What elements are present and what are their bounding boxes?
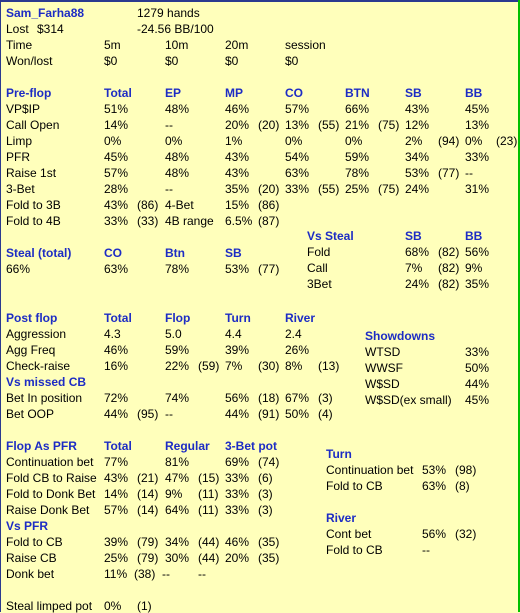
stat-cell: 63% <box>422 479 447 493</box>
stat-count: (79) <box>137 535 159 549</box>
stat-count: (86) <box>137 198 159 212</box>
stat-cell: 34% <box>405 150 430 164</box>
stat-cell: 64% <box>165 503 190 517</box>
stat-cell: 4.4 <box>225 327 242 341</box>
showdown-value: 33% <box>465 345 490 359</box>
stat-cell: 33% <box>225 503 250 517</box>
river-row-label: Fold to CB <box>326 543 383 557</box>
flop-as-pfr-row-label: Fold CB to Raise <box>6 471 97 485</box>
stat-cell: 14% <box>104 487 129 501</box>
stat-cell: 30% <box>165 551 190 565</box>
stat-cell: 44% <box>104 407 129 421</box>
period-session: session <box>285 38 326 52</box>
preflop-row-label: VP$IP <box>6 102 41 116</box>
stat-count: (13) <box>318 359 340 373</box>
stat-count: (98) <box>455 463 477 477</box>
preflop-header-bb: BB <box>465 86 483 100</box>
stat-cell: 43% <box>225 150 250 164</box>
stat-cell: 46% <box>225 102 250 116</box>
flop-as-pfr-row-label: Fold to Donk Bet <box>6 487 96 501</box>
stat-cell: 47% <box>165 471 190 485</box>
missed-cb-row-label: Bet In position <box>6 391 83 405</box>
time-label: Time <box>6 38 33 52</box>
stat-cell: 0% <box>465 134 483 148</box>
stat-cell: 48% <box>165 102 190 116</box>
wonlost-10m: $0 <box>165 54 179 68</box>
stat-cell: 28% <box>104 182 129 196</box>
stat-cell: 22% <box>165 359 190 373</box>
postflop-header-total: Total <box>104 311 132 325</box>
stat-count: (18) <box>258 391 280 405</box>
preflop-row-label: Limp <box>6 134 33 148</box>
vs-pfr-title: Vs PFR <box>6 519 49 533</box>
stat-count: (55) <box>318 182 340 196</box>
hands-count: 1279 hands <box>137 6 200 20</box>
vs-steal-header-sb: SB <box>405 229 422 243</box>
stat-count: (59) <box>198 359 220 373</box>
stat-count: (35) <box>258 551 280 565</box>
flop-as-pfr-header-3bet: 3-Bet pot <box>225 439 277 453</box>
preflop-row-label: PFR <box>6 150 30 164</box>
stat-count: (8) <box>455 479 470 493</box>
postflop-header-river: River <box>285 311 316 325</box>
flop-as-pfr-title: Flop As PFR <box>6 439 77 453</box>
stat-cell: 59% <box>345 150 370 164</box>
stat-cell: -- <box>165 118 173 132</box>
steal-title: Steal (total) <box>6 246 72 260</box>
turn-row-label: Continuation bet <box>326 463 414 477</box>
stat-count: (4) <box>318 407 333 421</box>
preflop-header-mp: MP <box>225 86 243 100</box>
stat-cell: 21% <box>345 118 370 132</box>
stat-cell: 54% <box>285 150 310 164</box>
stat-count: (14) <box>137 487 159 501</box>
stat-cell: -- <box>162 567 170 581</box>
stat-cell: 20% <box>225 118 250 132</box>
stat-count: (23) <box>496 134 518 148</box>
preflop-row-label: 3-Bet <box>6 182 35 196</box>
showdown-value: 44% <box>465 377 490 391</box>
stat-count: (35) <box>258 535 280 549</box>
stat-cell: 35% <box>225 182 250 196</box>
stat-count: (44) <box>198 551 220 565</box>
vs-steal-row-label: Call <box>307 261 328 275</box>
stat-cell: 45% <box>104 150 129 164</box>
stat-cell: 50% <box>285 407 310 421</box>
stat-cell: 56% <box>465 245 490 259</box>
stat-count: (82) <box>438 245 460 259</box>
stat-cell: 78% <box>165 262 190 276</box>
stat-cell: 53% <box>422 463 447 477</box>
stat-cell: 26% <box>285 343 310 357</box>
stat-cell: -- <box>198 567 206 581</box>
turn-row-label: Fold to CB <box>326 479 383 493</box>
stat-cell: 2.4 <box>285 327 302 341</box>
stat-cell: 7% <box>225 359 243 373</box>
stat-cell: 69% <box>225 455 250 469</box>
stat-cell: -- <box>422 543 430 557</box>
preflop-header-ep: EP <box>165 86 182 100</box>
stat-count: (11) <box>198 487 219 501</box>
preflop-row-label: Fold to 3B <box>6 198 61 212</box>
steal-limped-label: Steal limped pot <box>6 599 93 613</box>
stat-cell: 34% <box>165 535 190 549</box>
stat-cell: 57% <box>104 503 129 517</box>
stat-cell: 16% <box>104 359 129 373</box>
stat-count: (6) <box>258 471 273 485</box>
stat-cell: 77% <box>104 455 129 469</box>
missed-cb-title: Vs missed CB <box>6 375 87 389</box>
stat-cell: 63% <box>285 166 310 180</box>
stat-cell: 45% <box>465 102 490 116</box>
stat-cell: 63% <box>104 262 129 276</box>
stat-count: (44) <box>198 535 220 549</box>
stat-cell: 33% <box>465 150 490 164</box>
steal-header-sb: SB <box>225 246 242 260</box>
stat-cell: 33% <box>225 487 250 501</box>
stat-cell: 25% <box>104 551 129 565</box>
stat-cell: 81% <box>165 455 190 469</box>
stat-cell: 44% <box>225 407 250 421</box>
steal-header-btn: Btn <box>165 246 185 260</box>
vs-steal-title: Vs Steal <box>307 229 354 243</box>
stat-count: (75) <box>378 182 400 196</box>
river-row-label: Cont bet <box>326 527 372 541</box>
stat-cell: 53% <box>405 166 430 180</box>
stat-cell: 67% <box>285 391 310 405</box>
period-5m: 5m <box>104 38 121 52</box>
stat-cell: 1% <box>225 134 243 148</box>
stat-count: (94) <box>438 134 460 148</box>
stat-cell: 39% <box>225 343 250 357</box>
wonlost-5m: $0 <box>104 54 118 68</box>
stat-count: (38) <box>134 567 156 581</box>
steal-total-value: 66% <box>6 262 31 276</box>
vs-steal-header-bb: BB <box>465 229 483 243</box>
showdown-label: W$SD(ex small) <box>365 393 452 407</box>
vs-steal-row-label: Fold <box>307 245 331 259</box>
stat-cell: 66% <box>345 102 370 116</box>
stat-count: (30) <box>258 359 280 373</box>
vs-steal-row-label: 3Bet <box>307 277 332 291</box>
stat-cell: 24% <box>405 182 430 196</box>
stat-cell: 56% <box>225 391 250 405</box>
postflop-title: Post flop <box>6 311 58 325</box>
preflop-header-sb: SB <box>405 86 422 100</box>
stat-cell: 0% <box>345 134 363 148</box>
stat-cell: 8% <box>285 359 303 373</box>
player-name[interactable]: Sam_Farha88 <box>6 6 85 20</box>
period-20m: 20m <box>225 38 249 52</box>
stat-cell: 9% <box>165 487 183 501</box>
stat-cell: 20% <box>225 551 250 565</box>
stat-cell: 43% <box>104 471 129 485</box>
lost-label: Lost <box>6 22 29 36</box>
postflop-header-flop: Flop <box>165 311 191 325</box>
stat-count: (77) <box>258 262 280 276</box>
stat-cell: 0% <box>285 134 303 148</box>
stat-cell: 5.0 <box>165 327 182 341</box>
wonlost-label: Won/lost <box>6 54 53 68</box>
stat-cell: 43% <box>104 198 129 212</box>
stat-cell: 43% <box>405 102 430 116</box>
stat-cell: 46% <box>104 343 129 357</box>
stat-cell: 51% <box>104 102 129 116</box>
showdown-label: W$SD <box>365 377 400 391</box>
stat-cell: 4.3 <box>104 327 121 341</box>
stat-count: (82) <box>438 277 460 291</box>
stat-cell: 6.5% <box>225 214 253 228</box>
stat-count: (3) <box>258 487 273 501</box>
showdown-label: WTSD <box>365 345 401 359</box>
steal-limped-count: (1) <box>137 599 152 613</box>
stat-cell: 33% <box>104 214 129 228</box>
stat-cell: 14% <box>104 118 129 132</box>
stat-cell: 0% <box>165 134 183 148</box>
stat-count: (32) <box>455 527 477 541</box>
stat-cell: 57% <box>104 166 129 180</box>
stat-cell: 24% <box>405 277 430 291</box>
stat-cell: 48% <box>165 166 190 180</box>
stat-cell: 0% <box>104 134 122 148</box>
postflop-header-turn: Turn <box>225 311 251 325</box>
flop-as-pfr-header-total: Total <box>104 439 132 453</box>
steal-limped-value: 0% <box>104 599 122 613</box>
preflop-header-btn: BTN <box>345 86 370 100</box>
stat-cell: 78% <box>345 166 370 180</box>
stat-cell: 13% <box>285 118 310 132</box>
postflop-row-label: Aggression <box>6 327 67 341</box>
stat-cell: 74% <box>165 391 190 405</box>
stat-cell: 35% <box>465 277 490 291</box>
stat-cell: 11% <box>104 567 128 581</box>
showdown-value: 45% <box>465 393 490 407</box>
stat-count: (3) <box>258 503 273 517</box>
stat-cell: 25% <box>345 182 370 196</box>
stat-count: (20) <box>258 182 280 196</box>
steal-header-co: CO <box>104 246 122 260</box>
stat-count: (87) <box>258 214 280 228</box>
stat-cell: 46% <box>225 535 250 549</box>
stat-count: (20) <box>258 118 280 132</box>
stat-label: 4-Bet <box>165 198 194 212</box>
river-title: River <box>326 511 357 525</box>
flop-as-pfr-header-regular: Regular <box>165 439 210 453</box>
flop-as-pfr-row-label: Raise Donk Bet <box>6 503 90 517</box>
stat-cell: 7% <box>405 261 423 275</box>
stat-count: (11) <box>198 503 219 517</box>
stat-cell: 15% <box>225 198 250 212</box>
stat-cell: 68% <box>405 245 430 259</box>
postflop-row-label: Agg Freq <box>6 343 56 357</box>
showdown-label: WWSF <box>365 361 403 375</box>
lost-amount: $314 <box>37 22 64 36</box>
wonlost-session: $0 <box>285 54 299 68</box>
stat-cell: 33% <box>285 182 310 196</box>
preflop-title: Pre-flop <box>6 86 52 100</box>
stat-cell: -- <box>465 166 473 180</box>
stat-cell: 48% <box>165 150 190 164</box>
stat-count: (21) <box>137 471 159 485</box>
vs-pfr-row-label: Raise CB <box>6 551 57 565</box>
period-10m: 10m <box>165 38 189 52</box>
stat-count: (74) <box>258 455 280 469</box>
stat-cell: 59% <box>165 343 190 357</box>
stat-cell: -- <box>165 407 173 421</box>
stat-count: (82) <box>438 261 460 275</box>
stat-count: (15) <box>198 471 220 485</box>
preflop-header-total: Total <box>104 86 132 100</box>
stat-count: (33) <box>137 214 159 228</box>
stat-cell: 31% <box>465 182 490 196</box>
stat-cell: 33% <box>225 471 250 485</box>
stat-cell: 53% <box>225 262 250 276</box>
stat-cell: 56% <box>422 527 447 541</box>
preflop-header-co: CO <box>285 86 303 100</box>
stat-cell: 12% <box>405 118 430 132</box>
postflop-row-label: Check-raise <box>6 359 71 373</box>
stat-cell: 9% <box>465 261 483 275</box>
vs-pfr-row-label: Donk bet <box>6 567 55 581</box>
turn-title: Turn <box>326 447 352 461</box>
stat-count: (14) <box>137 503 159 517</box>
stat-cell: -- <box>165 182 173 196</box>
wonlost-20m: $0 <box>225 54 239 68</box>
preflop-row-label: Call Open <box>6 118 60 132</box>
missed-cb-row-label: Bet OOP <box>6 407 55 421</box>
flop-as-pfr-row-label: Continuation bet <box>6 455 94 469</box>
stat-cell: 39% <box>104 535 129 549</box>
stat-cell: 2% <box>405 134 423 148</box>
stat-count: (91) <box>258 407 280 421</box>
stat-count: (3) <box>318 391 333 405</box>
preflop-row-label: Raise 1st <box>6 166 57 180</box>
stat-count: (55) <box>318 118 340 132</box>
showdowns-title: Showdowns <box>365 329 435 343</box>
stat-cell: 72% <box>104 391 129 405</box>
vs-pfr-row-label: Fold to CB <box>6 535 63 549</box>
stat-count: (79) <box>137 551 159 565</box>
stat-label: 4B range <box>165 214 214 228</box>
stat-count: (86) <box>258 198 280 212</box>
showdown-value: 50% <box>465 361 490 375</box>
preflop-row-label: Fold to 4B <box>6 214 61 228</box>
bb-per-100: -24.56 BB/100 <box>137 22 214 36</box>
stat-cell: 13% <box>465 118 490 132</box>
stat-count: (75) <box>378 118 400 132</box>
stat-cell: 57% <box>285 102 310 116</box>
stat-count: (95) <box>137 407 159 421</box>
stat-cell: 43% <box>225 166 250 180</box>
stat-count: (77) <box>438 166 460 180</box>
